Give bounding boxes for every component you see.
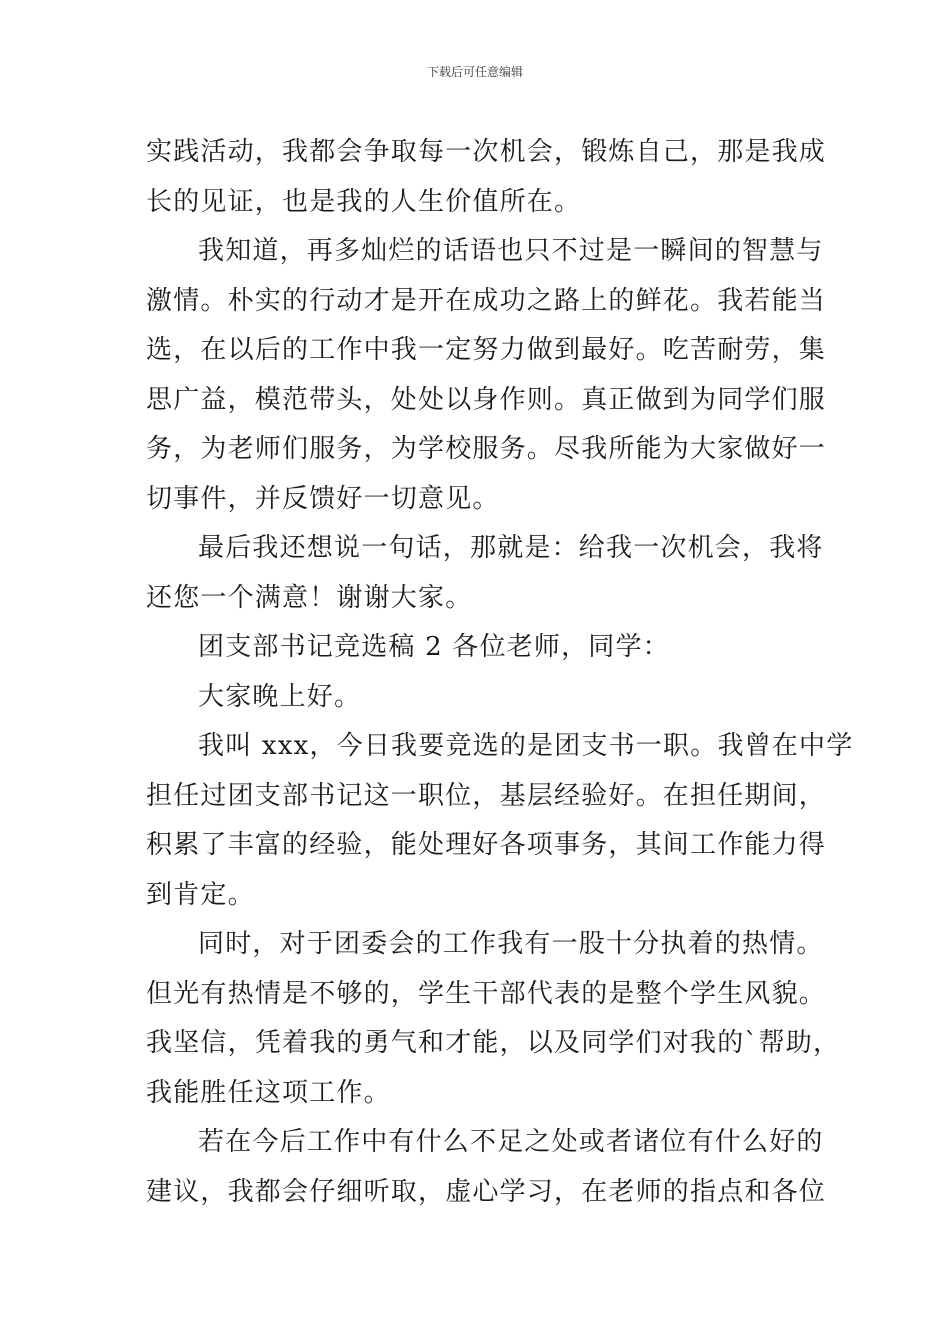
text-line: 激情。朴实的行动才是开在成功之路上的鲜花。我若能当 (146, 285, 827, 316)
text-line: 还您一个满意！谢谢大家。 (146, 582, 473, 613)
text-line: 同时，对于团委会的工作我有一股十分执着的热情。 (198, 929, 824, 959)
text-line: 务，为老师们服务，为学校服务。尽我所能为大家做好一 (146, 434, 827, 464)
text-line: 思广益，模范带头，处处以身作则。真正做到为同学们服 (146, 384, 827, 415)
text-line: 我叫 xxx，今日我要竞选的是团支书一职。我曾在中学 (198, 731, 854, 761)
text-line: 我坚信，凭着我的勇气和才能，以及同学们对我的`帮助， (146, 1028, 841, 1058)
text-line: 积累了丰富的经验，能处理好各项事务，其间工作能力得 (146, 830, 827, 860)
text-line: 若在今后工作中有什么不足之处或者诸位有什么好的 (198, 1127, 824, 1157)
greeting-line: 大家晚上好。 (198, 681, 362, 712)
text-line: 到肯定。 (146, 879, 255, 910)
text-line: 我知道，再多灿烂的话语也只不过是一瞬间的智慧与 (198, 236, 824, 266)
document-body (146, 128, 854, 1217)
text-line: 担任过团支部书记这一职位，基层经验好。在担任期间， (146, 780, 827, 811)
text-line: 建议，我都会仔细听取，虚心学习，在老师的指点和各位 (146, 1176, 827, 1207)
text-line: 长的见证，也是我的人生价值所在。 (146, 186, 582, 217)
text-line: 切事件，并反馈好一切意见。 (146, 483, 500, 514)
text-line: 实践活动，我都会争取每一次机会，锻炼自己，那是我成 (146, 137, 827, 167)
page-header: 下载后可任意编辑 (426, 65, 523, 79)
text-line: 我能胜任这项工作。 (146, 1077, 391, 1108)
text-line: 选，在以后的工作中我一定努力做到最好。吃苦耐劳，集 (146, 335, 827, 365)
text-line: 但光有热情是不够的，学生干部代表的是整个学生风貌。 (146, 978, 827, 1009)
text-line: 最后我还想说一句话，那就是：给我一次机会，我将 (198, 533, 824, 563)
section-title-line: 团支部书记竞选稿 2 各位老师，同学： (198, 632, 670, 662)
